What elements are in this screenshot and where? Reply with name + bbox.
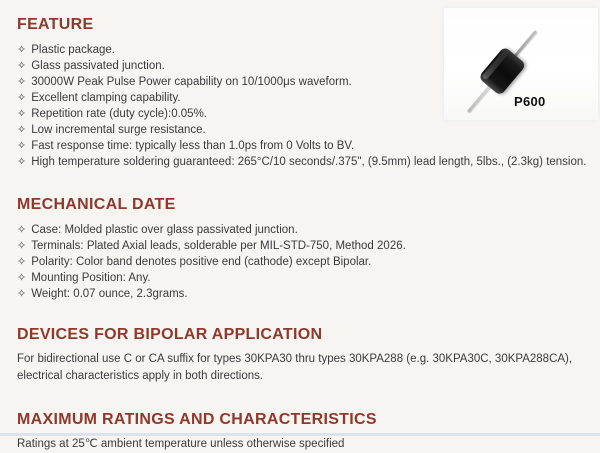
diamond-bullet-icon: ✧ — [17, 288, 27, 300]
package-label: P600 — [514, 94, 546, 109]
feature-item-text: High temperature soldering guaranteed: 265°C/10 seconds/.375", (9.5mm) lead length, 5lbs., (2.3kg) tension. — [31, 156, 587, 168]
diamond-bullet-icon: ✧ — [17, 272, 27, 284]
mechanical-item-text: Weight: 0.07 ounce, 2.3grams. — [31, 288, 188, 300]
feature-item-text: Plastic package. — [31, 44, 115, 56]
mechanical-item-text: Case: Molded plastic over glass passivated junction. — [31, 224, 298, 236]
diamond-bullet-icon: ✧ — [17, 240, 27, 252]
feature-item — [17, 138, 600, 154]
mechanical-item — [17, 254, 600, 270]
mechanical-item — [17, 270, 600, 286]
feature-heading: FEATURE — [17, 16, 94, 33]
diamond-bullet-icon: ✧ — [17, 76, 27, 88]
bipolar-heading: DEVICES FOR BIPOLAR APPLICATION — [17, 326, 323, 343]
mechanical-heading: MECHANICAL DATE — [17, 196, 176, 213]
section-mechanical-data — [17, 196, 600, 302]
feature-item-text: Repetition rate (duty cycle):0.05%. — [31, 108, 207, 120]
diamond-bullet-icon: ✧ — [17, 256, 27, 268]
ratings-paragraph: Ratings at 25℃ ambient temperature unless otherwise specified — [17, 438, 345, 450]
feature-item-text: 30000W Peak Pulse Power capability on 10/1000μs waveform. — [31, 76, 352, 88]
mechanical-item-text: Mounting Position: Any. — [31, 272, 151, 284]
feature-item — [17, 154, 600, 170]
mechanical-item-text: Terminals: Plated Axial leads, solderable per MIL-STD-750, Method 2026. — [31, 240, 406, 252]
diamond-bullet-icon: ✧ — [17, 156, 27, 168]
feature-item-text: Low incremental surge resistance. — [31, 124, 206, 136]
diamond-bullet-icon: ✧ — [17, 140, 27, 152]
diamond-bullet-icon: ✧ — [17, 60, 27, 72]
feature-item-text: Excellent clamping capability. — [31, 92, 181, 104]
mechanical-item — [17, 222, 600, 238]
diamond-bullet-icon: ✧ — [17, 108, 27, 120]
product-photo — [444, 8, 598, 120]
feature-item — [17, 122, 600, 138]
ratings-heading: MAXIMUM RATINGS AND CHARACTERISTICS — [17, 411, 377, 428]
mechanical-list — [17, 222, 600, 302]
mechanical-item — [17, 238, 600, 254]
diamond-bullet-icon: ✧ — [17, 92, 27, 104]
diamond-bullet-icon: ✧ — [17, 44, 27, 56]
diamond-bullet-icon: ✧ — [17, 224, 27, 236]
mechanical-item-text: Polarity: Color band denotes positive end (cathode) except Bipolar. — [31, 256, 372, 268]
feature-item-text: Glass passivated junction. — [31, 60, 165, 72]
diamond-bullet-icon: ✧ — [17, 124, 27, 136]
section-bipolar-application — [17, 326, 600, 385]
section-maximum-ratings — [17, 411, 600, 453]
bipolar-paragraph: For bidirectional use C or CA suffix for types 30KPA30 thru types 30KPA288 (e.g. 30KPA30C, 30KPA288CA), electrical characteristics apply in both directions. — [17, 353, 573, 382]
feature-item-text: Fast response time: typically less than 1.0ps from 0 Volts to BV. — [31, 140, 355, 152]
mechanical-item — [17, 286, 600, 302]
